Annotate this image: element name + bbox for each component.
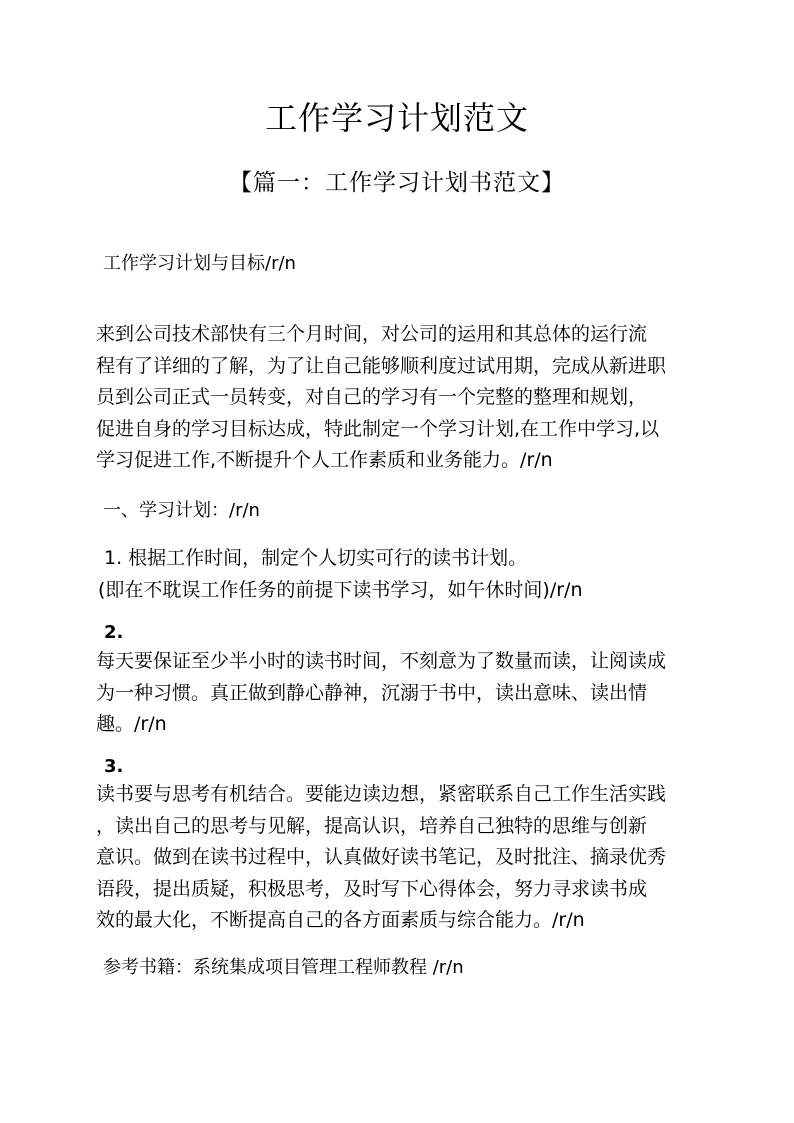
plan-item-3 bbox=[96, 779, 708, 937]
plan-item-2 bbox=[96, 646, 708, 741]
intro-paragraph bbox=[96, 319, 708, 477]
document-subtitle: 【篇一：工作学习计划书范文】 bbox=[229, 170, 565, 196]
section-heading-study-plan: 一、学习计划：/r/n bbox=[103, 500, 260, 521]
plan-item-line: 效的最大化，不断提高自己的各方面素质与综合能力。/r/n bbox=[96, 909, 585, 931]
section-heading-goals: 工作学习计划与目标/r/n bbox=[103, 253, 296, 274]
plan-item-line: 为一种习惯。真正做到静心静神，沉溺于书中，读出意味、读出情 bbox=[96, 681, 648, 704]
plan-item-1 bbox=[98, 543, 710, 606]
plan-item-line: 趣。/r/n bbox=[96, 713, 167, 735]
plan-item-line: 语段，提出质疑，积极思考，及时写下心得体会，努力寻求读书成 bbox=[96, 877, 648, 900]
plan-item-line: 意识。做到在读书过程中，认真做好读书笔记，及时批注、摘录优秀 bbox=[96, 846, 667, 868]
plan-item-2-number: 2. bbox=[104, 622, 124, 643]
intro-line: 来到公司技术部快有三个月时间，对公司的运用和其总体的运行流 bbox=[96, 323, 648, 345]
intro-line: 员到公司正式一员转变，对自己的学习有一个完整的整理和规划， bbox=[96, 386, 648, 408]
plan-item-line: 读书要与思考有机结合。要能边读边想，紧密联系自己工作生活实践 bbox=[96, 783, 667, 805]
plan-item-line: 1. 根据工作时间，制定个人切实可行的读书计划。 bbox=[104, 547, 528, 569]
reference-books: 参考书籍：系统集成项目管理工程师教程 /r/n bbox=[103, 957, 464, 978]
plan-item-line: 每天要保证至少半小时的读书时间，不刻意为了数量而读，让阅读成 bbox=[96, 650, 667, 672]
intro-line: 学习促进工作,不断提升个人工作素质和业务能力。/r/n bbox=[96, 449, 553, 471]
intro-line: 促进自身的学习目标达成，特此制定一个学习计划,在工作中学习,以 bbox=[96, 417, 660, 440]
plan-item-3-number: 3. bbox=[104, 756, 124, 777]
intro-line: 程有了详细的了解，为了让自己能够顺利度过试用期，完成从新进职 bbox=[96, 354, 667, 377]
document-title: 工作学习计划范文 bbox=[264, 99, 529, 137]
plan-item-line: (即在不耽误工作任务的前提下读书学习，如午休时间)/r/n bbox=[98, 578, 583, 601]
plan-item-line: ，读出自己的思考与见解，提高认识，培养自己独特的思维与创新 bbox=[96, 814, 648, 837]
